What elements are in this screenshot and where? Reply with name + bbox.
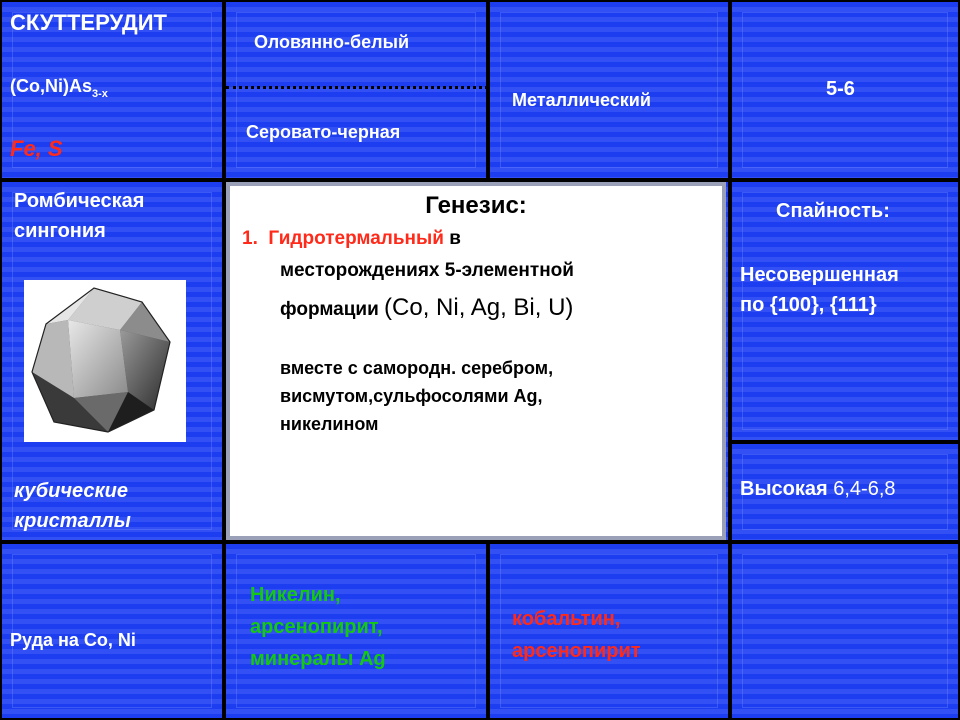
genesis-elements: (Co, Ni, Ag, Bi, U) bbox=[384, 294, 574, 321]
associates-red-1: кобальтин, bbox=[512, 608, 621, 630]
cleavage-line1: Несовершенная bbox=[740, 264, 899, 286]
genesis-type: Гидротермальный bbox=[268, 228, 444, 249]
luster: Металлический bbox=[512, 90, 651, 110]
cleavage-line2: по {100}, {111} bbox=[740, 294, 877, 316]
mineral-name: СКУТТЕРУДИТ bbox=[10, 10, 167, 35]
crystal-image bbox=[24, 280, 186, 442]
cleavage-title: Спайность: bbox=[776, 200, 890, 222]
impurities: Fe, S bbox=[10, 136, 63, 161]
genesis-item-1 bbox=[242, 228, 461, 250]
density-value: 6,4-6,8 bbox=[833, 478, 896, 500]
cell-associates-red bbox=[488, 542, 730, 720]
color-streak: Серовато-черная bbox=[246, 122, 401, 142]
density-label: Высокая bbox=[740, 478, 828, 500]
mineral-formula bbox=[10, 76, 108, 100]
color-primary: Оловянно-белый bbox=[254, 32, 410, 52]
genesis-title: Генезис: bbox=[425, 192, 527, 219]
genesis-assoc-1: вместе с самородн. серебром, bbox=[280, 358, 554, 378]
genesis-line2: месторождениях 5-элементной bbox=[280, 260, 574, 281]
associates-green-3: минералы Ag bbox=[250, 648, 386, 670]
ore: Руда на Co, Ni bbox=[10, 630, 136, 650]
associates-red-2: арсенопирит bbox=[512, 640, 641, 662]
genesis-assoc-3: никелином bbox=[280, 414, 379, 434]
genesis-line3-bold: формации bbox=[280, 299, 385, 320]
syngony-line1: Ромбическая bbox=[14, 190, 145, 212]
formula-main: (Co,Ni)As bbox=[10, 76, 92, 96]
genesis-line3 bbox=[280, 294, 573, 322]
genesis-box bbox=[226, 182, 726, 540]
formula-sub: 3-x bbox=[92, 88, 108, 100]
associates-green-1: Никелин, bbox=[250, 584, 341, 606]
syngony-line2: сингония bbox=[14, 220, 106, 242]
associates-green-2: арсенопирит, bbox=[250, 616, 383, 638]
crystal-icon bbox=[24, 280, 186, 442]
genesis-item-number: 1. bbox=[242, 228, 258, 249]
density bbox=[740, 478, 896, 501]
cell-empty bbox=[730, 542, 960, 720]
habit-line1: кубические bbox=[14, 480, 128, 502]
color-separator bbox=[226, 86, 488, 89]
genesis-assoc-2: висмутом,сульфосолями Ag, bbox=[280, 386, 543, 406]
cell-color bbox=[224, 0, 488, 180]
hardness: 5-6 bbox=[826, 78, 855, 100]
habit-line2: кристаллы bbox=[14, 510, 131, 532]
genesis-rest1: в bbox=[443, 228, 461, 249]
